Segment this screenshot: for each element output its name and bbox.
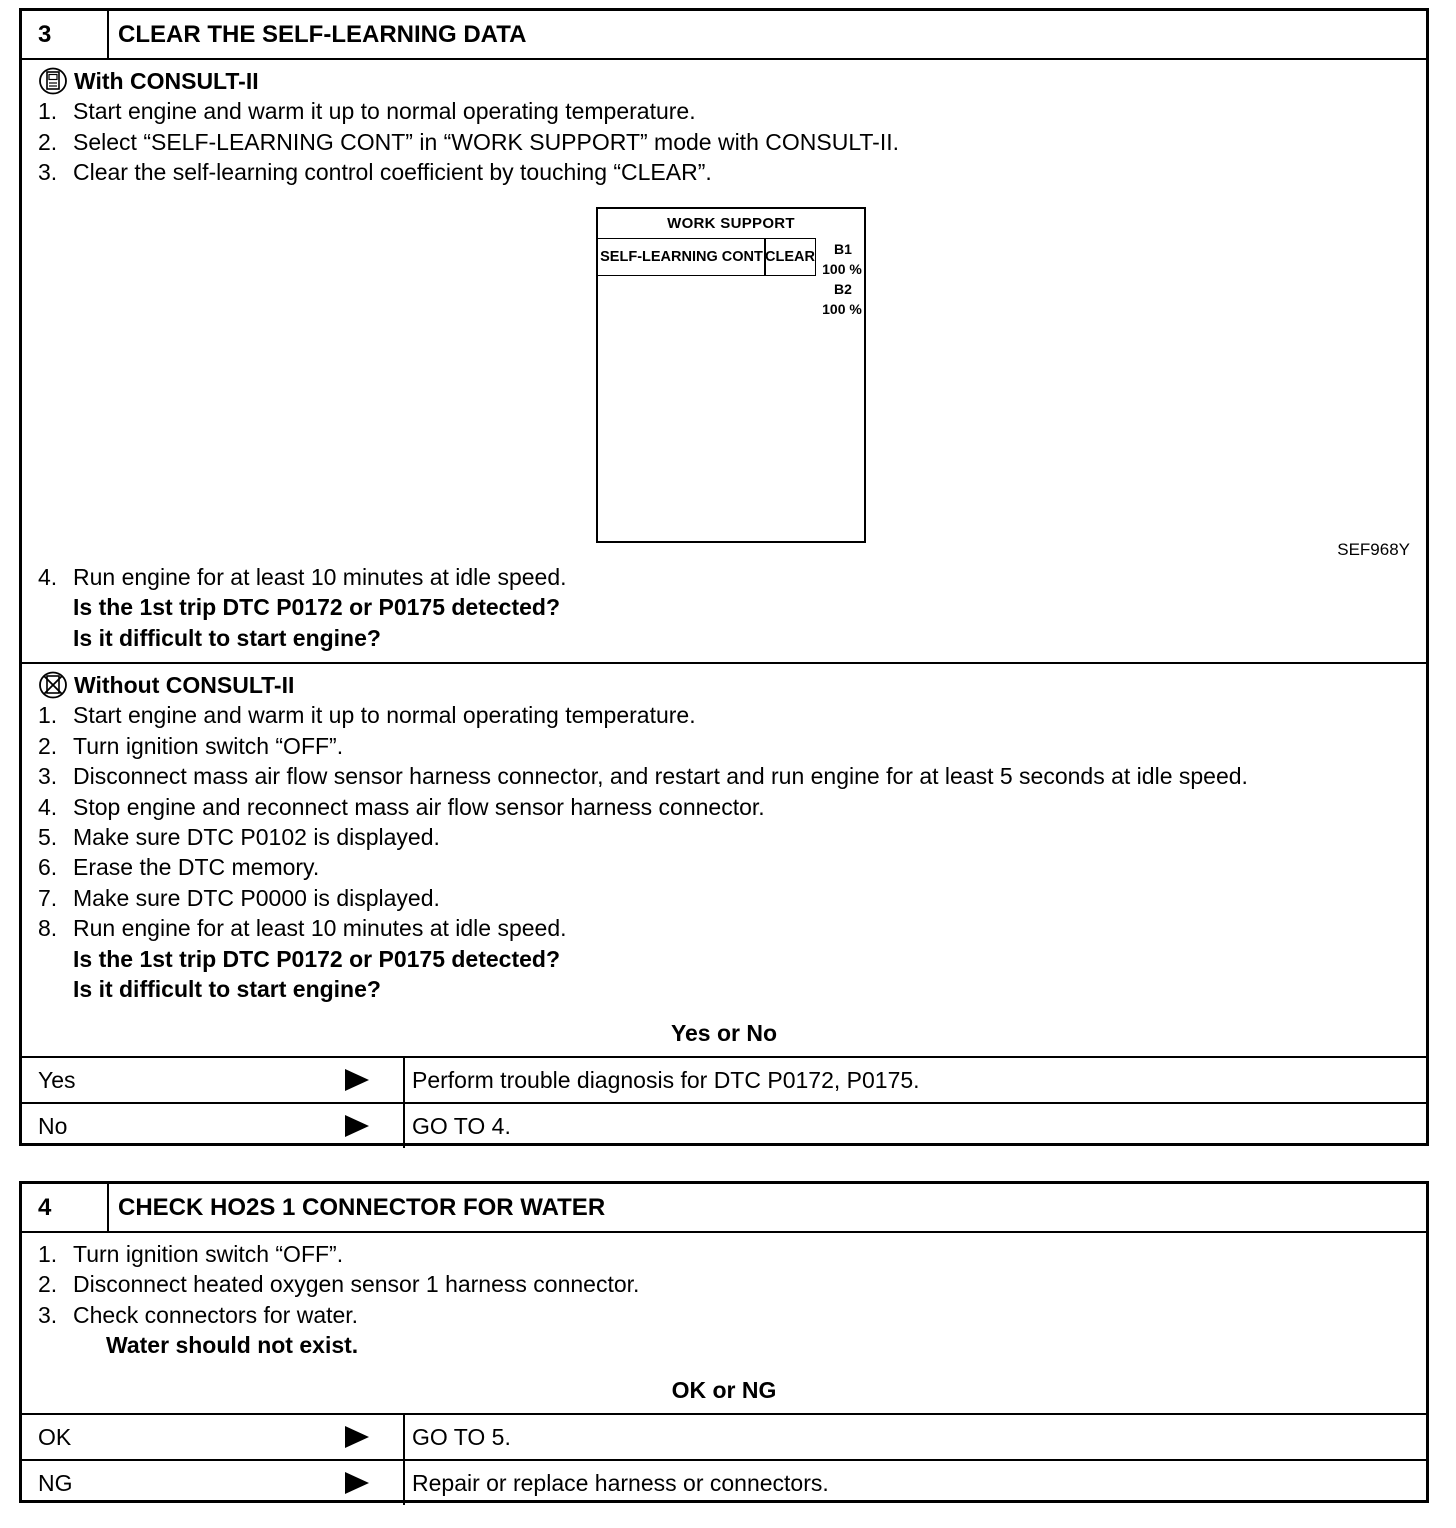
without-consult-heading-text: Without CONSULT-II [74, 672, 295, 698]
without-consult-section [22, 664, 1426, 1056]
step4-step-1: 1. Turn ignition switch “OFF”. [38, 1241, 344, 1267]
without-question-2: Is it difficult to start engine? [73, 975, 381, 1002]
step4-header [22, 1184, 1426, 1233]
b1-label: B1 [834, 241, 852, 257]
step4-box [19, 1181, 1429, 1503]
consult-tool-icon [38, 67, 68, 95]
step3-title: CLEAR THE SELF-LEARNING DATA [118, 20, 527, 48]
with-step-4: 4. Run engine for at least 10 minutes at idle speed. [38, 564, 567, 590]
work-support-screen [596, 207, 866, 543]
result-row-no [22, 1102, 1426, 1148]
no-consult-tool-icon [38, 671, 68, 699]
b1-value: 100 % [822, 261, 862, 277]
result-row-yes [22, 1056, 1426, 1102]
arrow-right-icon [344, 1114, 370, 1138]
with-question-2: Is it difficult to start engine? [73, 624, 381, 651]
result-action: Repair or replace harness or connectors. [412, 1469, 829, 1496]
step3-box [19, 8, 1429, 1146]
result-row-ok [22, 1413, 1426, 1459]
without-step-4: 4. Stop engine and reconnect mass air flow sensor harness connector. [38, 793, 765, 820]
with-consult-heading [38, 66, 1410, 96]
without-step-6: 6. Erase the DTC memory. [38, 854, 320, 881]
with-step-2: 2. Select “SELF-LEARNING CONT” in “WORK SUPPORT” mode with CONSULT-II. [38, 128, 900, 155]
without-step-2: 2. Turn ignition switch “OFF”. [38, 732, 344, 759]
step4-title: CHECK HO2S 1 CONNECTOR FOR WATER [118, 1193, 606, 1221]
step4-body [22, 1233, 1426, 1413]
arrow-right-icon [344, 1471, 370, 1495]
result-answer: Yes [38, 1066, 76, 1093]
step3-number: 3 [22, 11, 109, 58]
result-action: GO TO 5. [412, 1423, 511, 1450]
without-step-5: 5. Make sure DTC P0102 is displayed. [38, 823, 440, 850]
step4-number: 4 [22, 1184, 109, 1231]
arrow-right-icon [344, 1068, 370, 1092]
screen-title: WORK SUPPORT [667, 215, 795, 232]
with-step-1: 1. Start engine and warm it up to normal operating temperature. [38, 98, 696, 125]
step4-decision-label: OK or NG [671, 1376, 777, 1403]
without-consult-heading [38, 670, 1410, 700]
without-step-1: 1. Start engine and warm it up to normal operating temperature. [38, 702, 696, 729]
arrow-right-icon [344, 1425, 370, 1449]
decision-label: Yes or No [670, 1020, 778, 1047]
result-row-ng [22, 1459, 1426, 1505]
without-step-3: 3. Disconnect mass air flow sensor harness connector, and restart and run engine for at least 5 seconds at idle speed. [38, 763, 1248, 790]
without-step-7: 7. Make sure DTC P0000 is displayed. [38, 884, 440, 911]
result-action: Perform trouble diagnosis for DTC P0172, P0175. [412, 1066, 920, 1093]
with-consult-heading-text: With CONSULT-II [74, 68, 259, 94]
with-step-3: 3. Clear the self-learning control coefficient by touching “CLEAR”. [38, 159, 712, 186]
clear-button: CLEAR [764, 238, 816, 276]
result-action: GO TO 4. [412, 1112, 511, 1139]
b2-label: B2 [834, 281, 852, 297]
without-question-1: Is the 1st trip DTC P0172 or P0175 detected? [73, 945, 561, 972]
self-learning-cont-item: SELF-LEARNING CONT [598, 238, 766, 276]
with-consult-section [22, 60, 1426, 662]
step4-step-2: 2. Disconnect heated oxygen sensor 1 harness connector. [38, 1271, 640, 1298]
with-question-1: Is the 1st trip DTC P0172 or P0175 detected? [73, 594, 561, 621]
result-answer: OK [38, 1423, 72, 1450]
result-answer: No [38, 1112, 68, 1139]
step4-spec: Water should not exist. [106, 1332, 359, 1359]
result-answer: NG [38, 1469, 73, 1496]
step4-step-3: 3. Check connectors for water. [38, 1301, 359, 1328]
without-step-8: 8. Run engine for at least 10 minutes at idle speed. [38, 915, 567, 942]
b2-value: 100 % [822, 301, 862, 317]
figure-id: SEF968Y [1337, 540, 1410, 559]
step3-header [22, 11, 1426, 60]
